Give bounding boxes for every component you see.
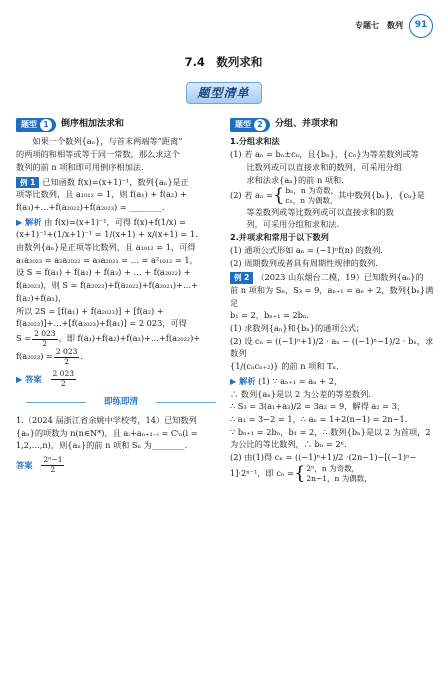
solution-line: ∵ bₙ₊₁ = 2bₙ，b₁ = 2，∴ 数列{bₙ}是以 2 为首项，2 (230, 426, 431, 437)
method-line: (1) 若 aₙ = bₙ±cₙ，且{bₙ}，{cₙ}为等差数列或等 (230, 149, 419, 160)
method-line: (2) 若 aₙ = { bₙ，n 为奇数， cₙ，n 为偶数， 其中数列{bₙ}，{cₙ}是 (230, 184, 425, 206)
solution-line: 设 S = f(a₁) + f(a₂) + f(a₃) + … + f(a₂₀₂₂) + (16, 267, 191, 278)
method-line: 求和法求{aₙ}的前 n 项和. (246, 174, 344, 185)
subheading: 2.并项求和常用于以下数列 (230, 232, 329, 243)
intro-line: 的两项的和相等或等于同一常数，那么求这个 (16, 149, 180, 160)
intro-line: 如果一个数列{aₙ}，与首末两端等“距离” (32, 136, 183, 147)
example-line: b₁ = 2，bₙ₊₁ = 2bₙ. (230, 310, 310, 321)
practice-answer: 答案 $\frac{\text{2ⁿ−1}}{2}$ (16, 454, 63, 474)
page-number: 91 (409, 14, 433, 38)
method-line: (2) 周期数列或者具有周期性规律的数列. (230, 257, 378, 268)
solution-line: a₁a₂₀₂₃ = a₂a₂₀₂₂ = a₃a₂₀₂₁ = … = a²₁₀₁₂ = 1， (16, 254, 198, 265)
solution-line: (2) 由(1)得 cₙ = ((−1)ⁿ+1)/2 ·(2n−1)−[(−1)ⁿ− (230, 452, 417, 463)
example-line: 项等比数列，且 a₁₀₁₂ = 1，则 f(a₁) + f(a₂) + (16, 189, 187, 200)
practice-heading: 即练即清 (16, 396, 226, 409)
practice-question: {aₙ}的项数为 n(n∈N*)，且 aᵢ+aₙ₊₁₋ᵢ = Cⁱₙ(i = (16, 427, 198, 438)
question-type-banner: 题型清单 (186, 82, 262, 104)
example-line: f(a₃)+…+f(a₂₀₂₂)+f(a₂₀₂₃) = ________. (16, 201, 165, 212)
chapter-label: 专题七 数列 (355, 20, 403, 30)
solution-line: f(a₂)+f(a₁)， (16, 292, 67, 303)
practice-question: 1,2,…,n)，则{aₙ}的前 n 项和 Sₙ 为________. (16, 440, 188, 451)
left-column: 题型 1 倒序相加法求和 如果一个数列{aₙ}，与首末两端等“距离” 的两项的和相等或等于同一常数，那么求这个 数列的前 n 项和即可用倒序相加法. 例 1 已知函数 f(x)=(x+1)⁻¹，数列{aₙ}是正 项等比数列，且 a₁₀₁₂ = 1，则 f(a₁) + f(a₂) + f(a₃)+…+f(a₂₀₂₂)+f(a₂₀₂₃) = ________. ▶ 解析 由 f(x)=(x+1)⁻¹，可得 f(x)+f(1/x) = (x+1)⁻¹+(1/x+1)⁻¹ = 1/(x+1) + x/(x+1) = 1. 由数列{aₙ}是正项等比数列，且 a₁₀₁₂ = 1，可得 a₁a₂₀₂₃ = a₂a₂₀₂₂ = a₃a₂₀₂₁ = … = a²₁₀₁₂ = 1， 设 S = f(a₁) + f(a₂) + f(a₃) + … + f(a₂₀₂₂) + f(a₂₀₂₃)，则 S = f(a₂₀₂₃)+f(a₂₀₂₂)+f(a₂₀₂₁)+…+ f(a₂)+f(a₁)， 所以 2S = [f(a₁) + f(a₂₀₂₃)] + [f(a₂) + f(a₂₀₂₂)]+…+[f(a₂₀₂₃)+f(a₁)] = 2 023，可得 S = $\frac{2 023}{2}$ ，即 f(a₁)+f(a₂)+f(a₃)+…+f(a₂₀₂₂)+ f(a₂₀₂₃) = $\frac{2 023}{2}$ . ▶ 答案 $\frac{2 023}{2}$ 即练即清 1.（2024 届浙江省余姚中学校考，14）已知数列 {aₙ}的项数为 n(n∈N*)，且 aᵢ+aₙ₊₁₋ᵢ = Cⁱₙ(i = 1,2,…,n)，则{aₙ}的前 n 项和 Sₙ 为________. 答案 $\frac{\text{2ⁿ−1}}{2}$ (16, 118, 226, 474)
solution-line: S = $\frac{2 023}{2}$ ，即 f(a₁)+f(a₂)+f(a₃)+…+f(a₂₀₂₂)+ (16, 328, 201, 348)
solution-line: (x+1)⁻¹+(1/x+1)⁻¹ = 1/(x+1) + x/(x+1) = 1. (16, 229, 198, 240)
solution-line: ∴ S₃ = 3(a₁+a₃)/2 = 3a₂ = 9，解得 a₂ = 3， (230, 401, 406, 412)
method-line: 列，可采用分组和求和法. (246, 219, 340, 230)
solution-line: 由数列{aₙ}是正项等比数列，且 a₁₀₁₂ = 1，可得 (16, 242, 196, 253)
method-line: (1) 通项公式形如 aₙ = (−1)ⁿf(n) 的数列. (230, 244, 383, 255)
solution-line: f(a₂₀₂₃)，则 S = f(a₂₀₂₃)+f(a₂₀₂₂)+f(a₂₀₂₁)+…+ (16, 280, 198, 291)
example-line: (1) 求数列{aₙ}和{bₙ}的通项公式； (230, 323, 365, 334)
solution-label: ▶ 解析 (230, 375, 256, 386)
right-column: 题型 2 分组、并项求和 1.分组求和法 (1) 若 aₙ = bₙ±cₙ，且{bₙ}，{cₙ}为等差数列或等 比数列或可以直接求和的数列，可采用分组 求和法求{aₙ}的前 n 项和. (2) 若 aₙ = { bₙ，n 为奇数， cₙ，n 为偶数， 其中数列{bₙ}，{cₙ}是 等差数列或等比数列或可以直接求和的数 列，可采用分组和求和法. 2.并项求和常用于以下数列 (1) 通项公式形如 aₙ = (−1)ⁿf(n) 的数列. (2) 周期数列或者具有周期性规律的数列. 例 2 （2023 山东烟台二模，19）已知数列{aₙ}的 前 n 项和为 Sₙ，S₃ = 9，aₙ₊₁ = aₙ + 2，数列{bₙ}满足 b₁ = 2，bₙ₊₁ = 2bₙ. (1) 求数列{aₙ}和{bₙ}的通项公式； (2) 设 cₙ = ((−1)ⁿ+1)/2 · aₙ − ((−1)ⁿ−1)/2 · bₙ，求数列 {1/(cₙcₙ₊₂)} 的前 n 项和 Tₙ. ▶ 解析 (1) ∵ aₙ₊₁ = aₙ + 2， ∴ 数列{aₙ}是以 2 为公差的等差数列. ∴ S₃ = 3(a₁+a₃)/2 = 3a₂ = 9，解得 a₂ = 3， ∴ a₁ = 3−2 = 1，∴ aₙ = 1+2(n−1) = 2n−1. ∵ bₙ₊₁ = 2bₙ，b₁ = 2，∴ 数列{bₙ}是以 2 为首项，2 为公比的等比数列，∴ bₙ = 2ⁿ. (2) 由(1)得 cₙ = ((−1)ⁿ+1)/2 ·(2n−1)−[(−1)ⁿ− 1]·2ⁿ⁻¹，即 cₙ = { 2ⁿ，n 为奇数， 2n−1，n 为偶数， (230, 118, 440, 483)
subheading: 1.分组求和法 (230, 136, 280, 147)
solution-line: ∴ a₁ = 3−2 = 1，∴ aₙ = 1+2(n−1) = 2n−1. (230, 413, 408, 424)
method-line: 等差数列或等比数列或可以直接求和的数 (246, 206, 394, 217)
example-line: 前 n 项和为 Sₙ，S₃ = 9，aₙ₊₁ = aₙ + 2，数列{bₙ}满足 (230, 284, 434, 308)
example-2: 例 2 （2023 山东烟台二模，19）已知数列{aₙ}的 (230, 271, 440, 284)
practice-question: 1.（2024 届浙江省余姚中学校考，14）已知数列 (16, 414, 197, 425)
solution-line: 为公比的等比数列，∴ bₙ = 2ⁿ. (230, 439, 347, 450)
solution-line: f(a₂₀₂₂)]+…+[f(a₂₀₂₃)+f(a₁)] = 2 023，可得 (16, 318, 187, 329)
type-2-heading: 题型 2 分组、并项求和 (230, 118, 440, 132)
page-header (355, 14, 433, 38)
solution-line: 1]·2ⁿ⁻¹，即 cₙ = { 2ⁿ，n 为奇数， 2n−1，n 为偶数， (230, 462, 372, 484)
example-1: 例 1 已知函数 f(x)=(x+1)⁻¹，数列{aₙ}是正 (16, 176, 226, 189)
section-title: 7.4 数列求和 (184, 55, 263, 69)
solution-line: ∴ 数列{aₙ}是以 2 为公差的等差数列. (230, 388, 371, 399)
intro-line: 数列的前 n 项和即可用倒序相加法. (16, 161, 144, 172)
type-1-heading: 题型 1 倒序相加法求和 (16, 118, 226, 132)
solution-line: f(a₂₀₂₃) = $\frac{2 023}{2}$ . (16, 347, 83, 366)
method-line: 比数列或可以直接求和的数列，可采用分组 (246, 161, 402, 172)
solution-label: ▶ 解析 (16, 216, 42, 227)
answer-1: ▶ 答案 $\frac{2 023}{2}$ (16, 369, 75, 389)
example-line: {1/(cₙcₙ₊₂)} 的前 n 项和 Tₙ. (230, 361, 339, 372)
example-line: (2) 设 cₙ = ((−1)ⁿ+1)/2 · aₙ − ((−1)ⁿ−1)/2 · bₙ，求数列 (230, 335, 434, 359)
solution-line: 所以 2S = [f(a₁) + f(a₂₀₂₃)] + [f(a₂) + (16, 305, 164, 316)
